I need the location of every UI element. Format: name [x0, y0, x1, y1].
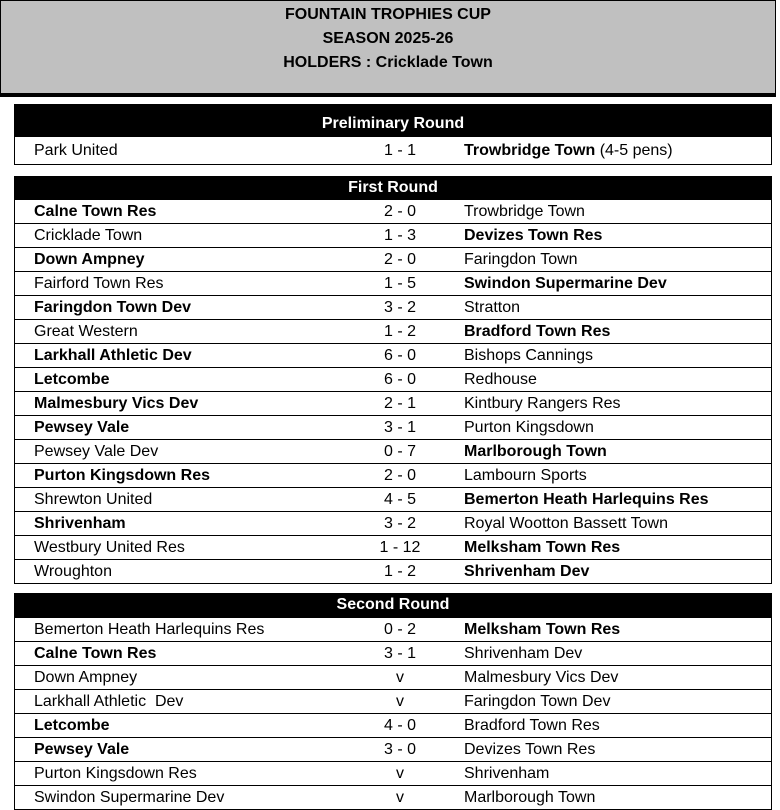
score: 4 - 0	[383, 717, 416, 734]
away-team: Stratton	[464, 299, 521, 316]
away-cell	[464, 200, 585, 224]
home-team: Shrivenham	[34, 515, 126, 532]
home-team: Pewsey Vale Dev	[34, 443, 159, 460]
home-team: Bemerton Heath Harlequins Res	[34, 621, 265, 638]
home-team: Letcombe	[34, 371, 110, 388]
match-row	[15, 641, 771, 665]
home-team: Pewsey Vale	[34, 741, 130, 758]
away-team: Bradford Town Res	[464, 717, 600, 734]
round-table	[14, 176, 772, 584]
score: 4 - 5	[383, 491, 416, 508]
match-row	[15, 559, 771, 583]
score: 1 - 1	[383, 142, 416, 159]
match-row	[15, 617, 771, 641]
away-team: Devizes Town Res	[464, 741, 596, 758]
home-team: Westbury United Res	[34, 539, 185, 556]
match-row	[15, 487, 771, 511]
away-team: Melksham Town Res	[464, 621, 621, 638]
home-team: Wroughton	[34, 563, 112, 580]
away-team: Trowbridge Town	[464, 203, 585, 220]
match-row	[15, 367, 771, 391]
score: 3 - 1	[383, 419, 416, 436]
away-team: Royal Wootton Bassett Town	[464, 515, 668, 532]
home-team: Purton Kingsdown Res	[34, 765, 197, 782]
score: v	[396, 765, 404, 782]
home-team: Cricklade Town	[34, 227, 143, 244]
match-row	[15, 136, 771, 164]
match-row	[15, 271, 771, 295]
score: 1 - 2	[383, 563, 416, 580]
away-team: Marlborough Town	[464, 443, 607, 460]
home-team: Down Ampney	[34, 669, 138, 686]
match-row	[15, 689, 771, 713]
round-table	[14, 593, 772, 810]
match-row	[15, 761, 771, 785]
score: 2 - 1	[383, 395, 416, 412]
away-team: Bradford Town Res	[464, 323, 611, 340]
away-cell	[464, 666, 618, 690]
home-team: Pewsey Vale	[34, 419, 130, 436]
home-team: Purton Kingsdown Res	[34, 467, 210, 484]
score: 1 - 3	[383, 227, 416, 244]
away-cell	[464, 440, 607, 464]
home-team: Swindon Supermarine Dev	[34, 789, 225, 806]
score: v	[396, 789, 404, 806]
round-heading: First Round	[15, 176, 771, 199]
season-label: SEASON 2025-26	[322, 30, 454, 47]
home-team: Shrewton United	[34, 491, 153, 508]
score: 2 - 0	[383, 251, 416, 268]
away-cell	[464, 320, 610, 344]
away-team: Bishops Cannings	[464, 347, 593, 364]
cup-header	[0, 0, 776, 97]
score: 6 - 0	[383, 371, 416, 388]
match-row	[15, 415, 771, 439]
round-table	[14, 104, 772, 165]
away-team: Kintbury Rangers Res	[464, 395, 621, 412]
away-team: Redhouse	[464, 371, 537, 388]
round-heading: Preliminary Round	[15, 104, 771, 136]
score: 3 - 1	[383, 645, 416, 662]
away-cell	[464, 137, 673, 165]
away-cell	[464, 272, 667, 296]
away-cell	[464, 248, 578, 272]
match-row	[15, 463, 771, 487]
match-row	[15, 737, 771, 761]
home-team: Great Western	[34, 323, 138, 340]
away-cell	[464, 762, 549, 786]
away-cell	[464, 416, 594, 440]
away-cell	[464, 512, 668, 536]
away-team: Melksham Town Res	[464, 539, 621, 556]
home-team: Malmesbury Vics Dev	[34, 395, 199, 412]
cup-title: FOUNTAIN TROPHIES CUP	[285, 6, 491, 23]
score: 0 - 7	[383, 443, 416, 460]
match-row	[15, 713, 771, 737]
match-row	[15, 665, 771, 689]
score: 1 - 2	[383, 323, 416, 340]
away-team: Purton Kingsdown	[464, 419, 594, 436]
match-row	[15, 247, 771, 271]
away-cell	[464, 296, 520, 320]
match-row	[15, 295, 771, 319]
away-team: Trowbridge Town	[464, 142, 596, 159]
away-cell	[464, 560, 589, 584]
away-cell	[464, 690, 610, 714]
score: v	[396, 693, 404, 710]
score: 1 - 12	[379, 539, 421, 556]
penalties-note: (4-5 pens)	[595, 142, 673, 159]
home-team: Calne Town Res	[34, 203, 157, 220]
away-cell	[464, 488, 709, 512]
score: 0 - 2	[383, 621, 416, 638]
round-heading: Second Round	[15, 593, 771, 617]
match-row	[15, 511, 771, 535]
away-team: Shrivenham Dev	[464, 645, 583, 662]
home-team: Park United	[34, 142, 118, 159]
away-cell	[464, 368, 537, 392]
match-row	[15, 535, 771, 559]
away-cell	[464, 536, 620, 560]
away-team: Bemerton Heath Harlequins Res	[464, 491, 709, 508]
match-row	[15, 391, 771, 415]
match-row	[15, 199, 771, 223]
score: 3 - 2	[383, 299, 416, 316]
away-cell	[464, 618, 620, 642]
away-cell	[464, 344, 593, 368]
score: 2 - 0	[383, 467, 416, 484]
score: v	[396, 669, 404, 686]
away-cell	[464, 642, 582, 666]
away-team: Devizes Town Res	[464, 227, 603, 244]
away-cell	[464, 464, 587, 488]
score: 3 - 0	[383, 741, 416, 758]
home-team: Letcombe	[34, 717, 110, 734]
home-team: Larkhall Athletic Dev	[34, 347, 192, 364]
match-row	[15, 223, 771, 247]
score: 6 - 0	[383, 347, 416, 364]
home-team: Fairford Town Res	[34, 275, 164, 292]
away-team: Malmesbury Vics Dev	[464, 669, 619, 686]
score: 1 - 5	[383, 275, 416, 292]
match-row	[15, 343, 771, 367]
match-row	[15, 319, 771, 343]
match-row	[15, 785, 771, 809]
away-cell	[464, 786, 595, 810]
away-cell	[464, 714, 600, 738]
holders-label: HOLDERS : Cricklade Town	[283, 54, 493, 71]
home-team: Down Ampney	[34, 251, 145, 268]
home-team: Calne Town Res	[34, 645, 157, 662]
away-team: Faringdon Town Dev	[464, 693, 611, 710]
away-team: Marlborough Town	[464, 789, 596, 806]
away-team: Shrivenham	[464, 765, 550, 782]
home-team: Larkhall Athletic Dev	[34, 693, 184, 710]
score: 3 - 2	[383, 515, 416, 532]
match-row	[15, 439, 771, 463]
away-cell	[464, 738, 595, 762]
home-team: Faringdon Town Dev	[34, 299, 192, 316]
away-team: Faringdon Town	[464, 251, 578, 268]
away-cell	[464, 224, 602, 248]
away-team: Lambourn Sports	[464, 467, 587, 484]
score: 2 - 0	[383, 203, 416, 220]
away-team: Swindon Supermarine Dev	[464, 275, 667, 292]
away-team: Shrivenham Dev	[464, 563, 590, 580]
away-cell	[464, 392, 621, 416]
